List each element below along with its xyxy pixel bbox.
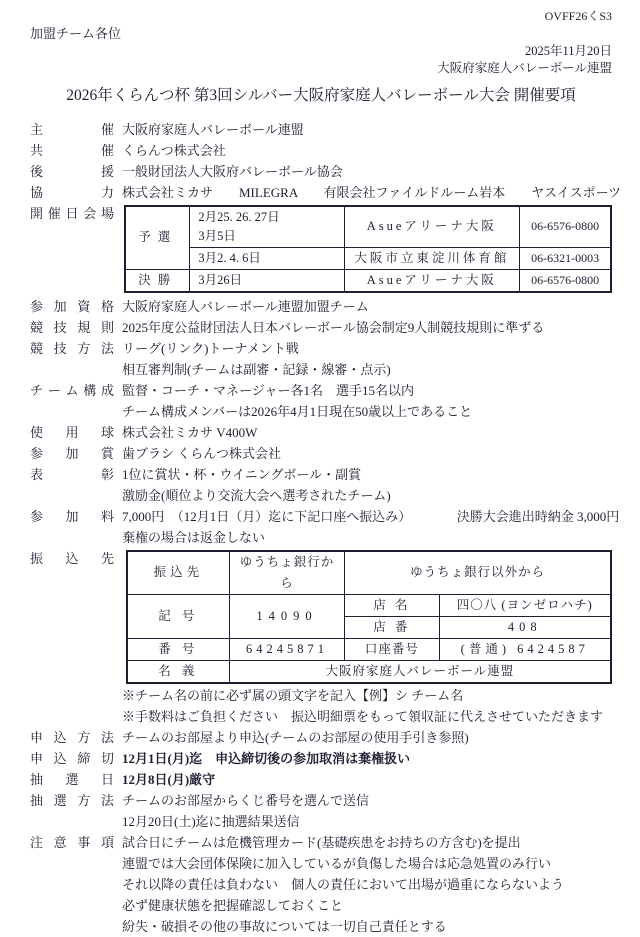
field-schedule	[30, 203, 612, 296]
field-value: 歯ブラシ くらんつ株式会社	[122, 445, 281, 461]
bank-branch-no-label: 店 番	[345, 616, 439, 638]
field-team-composition	[30, 380, 612, 422]
field-label: 競技規則	[30, 319, 114, 335]
field-value: 株式会社ミカサ MILEGRA 有限会社ファイルドルーム岩本 ヤスイスポーツ	[122, 185, 622, 200]
bank-header-cell: ゆうちょ銀行以外から	[345, 551, 611, 595]
field-label: 後 援	[30, 164, 114, 179]
field-label: 開催日会場	[30, 206, 114, 221]
bank-account-no-label: 口座番号	[345, 638, 439, 660]
schedule-phone-cell: 06-6576-0800	[520, 206, 611, 247]
field-eligibility	[30, 296, 612, 317]
bank-symbol-value: 14090	[229, 594, 344, 638]
schedule-venue-cell: 大阪市立東淀川体育館	[344, 247, 520, 269]
field-label: 参 加 賞	[30, 445, 114, 461]
field-value: 棄権の場合は返金しない	[122, 529, 266, 545]
field-value: 紛失・破損その他の事故については一切自己責任とする	[122, 918, 447, 934]
field-value: 激励金(順位より交流大会へ選考されたチーム)	[122, 487, 391, 503]
field-label: 使 用 球	[30, 424, 114, 440]
field-value: 12月20日(土)迄に抽選結果送信	[122, 813, 300, 829]
schedule-date-cell: 3月2. 4. 6日	[190, 247, 344, 269]
bank-branch-name-label: 店 名	[345, 594, 439, 616]
field-support	[30, 161, 612, 182]
field-value: 必ず健康状態を把握確認しておくこと	[122, 897, 344, 913]
field-label: 参加資格	[30, 298, 114, 314]
field-value: くらんつ株式会社	[122, 143, 226, 158]
field-value: チームのお部屋からくじ番号を選んで送信	[122, 792, 370, 808]
field-participation-prize	[30, 443, 612, 464]
field-awards	[30, 464, 612, 506]
schedule-phone-cell: 06-6576-0800	[520, 269, 611, 292]
field-value: 監督・コーチ・マネージャー各1名 選手15名以内	[122, 382, 414, 398]
field-value: 7,000円 （12月1日（月）迄に下記口座へ振込み） 決勝大会進出時納金 3,000円	[122, 508, 620, 524]
field-method	[30, 338, 612, 380]
field-cooperation	[30, 182, 622, 203]
bank-branch-name-value: 四〇八 (ヨンゼロハチ)	[439, 594, 611, 616]
field-label: 申込方法	[30, 729, 114, 745]
field-value: それ以降の責任は負わない 個人の責任において出場が過重にならないよう	[122, 876, 565, 892]
schedule-stage-cell: 予選	[125, 206, 190, 269]
field-fee	[30, 506, 620, 548]
field-value: 12月8日(月)厳守	[122, 771, 216, 787]
addressee: 加盟チーム各位	[30, 26, 122, 41]
field-lottery-method	[30, 790, 612, 832]
field-host	[30, 119, 612, 140]
schedule-date-line: 3月5日	[198, 228, 236, 243]
field-value: 株式会社ミカサ V400W	[122, 424, 258, 440]
schedule-stage-cell: 決勝	[125, 269, 190, 292]
field-value: 一般財団法人大阪府バレーボール協会	[122, 164, 343, 179]
field-value: 相互審判制(チームは副審・記録・線審・点示)	[122, 361, 391, 377]
bank-number-label: 番 号	[127, 638, 229, 660]
field-label: 共 催	[30, 143, 114, 158]
field-value: 1位に賞状・杯・ウイニングボール・副賞	[122, 466, 362, 482]
organization-name: 大阪府家庭人バレーボール連盟	[437, 61, 612, 75]
field-application-deadline	[30, 748, 612, 769]
schedule-date-line: 2月25. 26. 27日	[198, 209, 280, 224]
field-value: 連盟では大会団体保険に加入しているが負傷した場合は応急処置のみ行い	[122, 855, 552, 871]
field-value: チーム構成メンバーは2026年4月1日現在50歳以上であること	[122, 403, 473, 419]
field-value: 試合日にチームは危機管理カード(基礎疾患をお持ちの方含む)を提出	[122, 834, 521, 850]
field-lottery-date	[30, 769, 612, 790]
schedule-date-cell	[190, 206, 344, 247]
field-value: 大阪府家庭人バレーボール連盟	[122, 122, 304, 137]
field-label: 参 加 料	[30, 508, 114, 524]
field-value: 2025年度公益財団法人日本バレーボール協会制定9人制競技規則に準ずる	[122, 319, 545, 335]
field-label: 抽 選 日	[30, 771, 114, 787]
bank-header-cell: 振込先	[127, 551, 229, 595]
field-label: 申込締切	[30, 750, 114, 766]
bank-number-value: 64245871	[229, 638, 344, 660]
bank-header-cell: ゆうちょ銀行から	[229, 551, 344, 595]
schedule-venue-cell: Asueアリーナ大阪	[344, 206, 520, 247]
field-value: チームのお部屋より申込(チームのお部屋の使用手引き参照)	[122, 729, 469, 745]
schedule-table	[124, 205, 612, 293]
field-application-method	[30, 727, 612, 748]
bank-note: ※チーム名の前に必ず属の頭文字を記入【例】シ チーム名	[122, 687, 464, 703]
bank-holder-value: 大阪府家庭人バレーボール連盟	[229, 660, 611, 683]
field-label: チーム構成	[30, 382, 114, 398]
field-value: リーグ(リンク)トーナメント戦	[122, 340, 299, 356]
schedule-phone-cell: 06-6321-0003	[520, 247, 611, 269]
field-value: 12月1日(月)迄 申込締切後の参加取消は棄権扱い	[122, 750, 411, 766]
field-value: 大阪府家庭人バレーボール連盟加盟チーム	[122, 298, 369, 314]
document-title: 2026年くらんつ杯 第3回シルバー大阪府家庭人バレーボール大会 開催要項	[66, 87, 576, 104]
bank-holder-label: 名 義	[127, 660, 229, 683]
field-ball	[30, 422, 612, 443]
schedule-venue-cell: Asueアリーナ大阪	[344, 269, 520, 292]
field-label: 注意事項	[30, 834, 114, 850]
field-label: 表 彰	[30, 466, 114, 482]
field-label: 競技方法	[30, 340, 114, 356]
field-rules	[30, 317, 612, 338]
bank-symbol-label: 記 号	[127, 594, 229, 638]
field-label: 抽選方法	[30, 792, 114, 808]
field-cohost	[30, 140, 612, 161]
bank-note: ※手数料はご負担ください 振込明細票をもって領収証に代えさせていただきます	[122, 708, 604, 724]
field-label: 主 催	[30, 122, 114, 137]
field-label: 振 込 先	[30, 550, 114, 566]
schedule-date-cell: 3月26日	[190, 269, 344, 292]
field-label: 協 力	[30, 185, 114, 200]
field-bank-transfer	[30, 548, 612, 727]
bank-branch-no-value: 408	[439, 616, 611, 638]
bank-account-no-value: (普通) 6424587	[439, 638, 611, 660]
issue-date: 2025年11月20日	[524, 44, 612, 58]
field-notes	[30, 832, 612, 937]
bank-account-table	[126, 550, 612, 684]
document-code: OVFF26くS3	[544, 9, 612, 23]
